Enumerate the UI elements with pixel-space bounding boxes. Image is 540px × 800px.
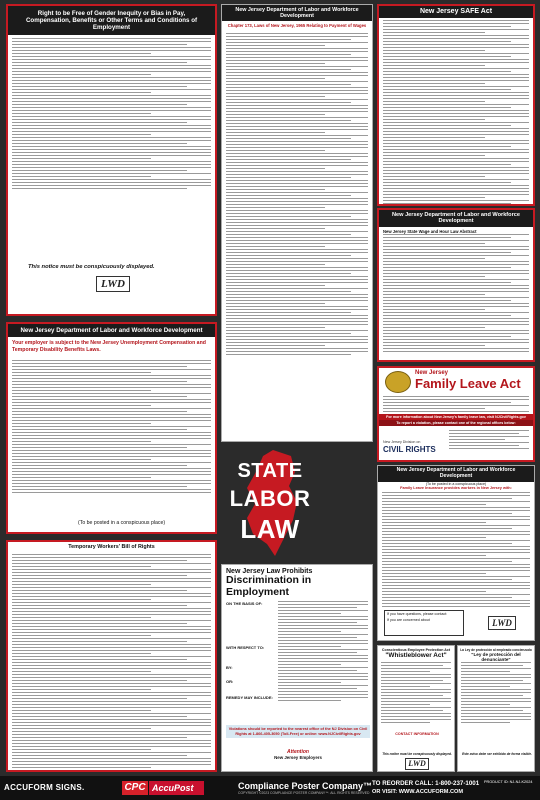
unemployment-body [12,360,211,495]
remedy-label: REMEDY MAY INCLUDE: [226,695,273,700]
payment-of-wages-body [226,33,368,357]
fla-report-band: To report a violation, please contact one of the regional offices below: [379,420,533,426]
family-leave-insurance-panel [377,465,535,641]
whistleblower-es-title: "Ley de protección del denunciante" [471,652,521,662]
fla-division-label: New Jersey Division on [383,440,421,444]
unemployment-title: New Jersey Department of Labor and Workforce Development [8,324,215,337]
or-label: OR: [226,679,234,684]
gender-equity-note: This notice must be conspicuously displayed. [28,264,155,270]
whistleblower-es-footer: Este aviso debe ser exhibido de forma visible. [462,752,532,756]
fli-subtitle: (To be posted in a conspicuous place) [425,481,487,486]
minimum-wage-subtitle: New Jersey State Wage and Hour Law Abstract [383,228,477,234]
whistleblower-es-pre: La Ley de protección al empleado concienzudo [460,648,532,652]
lwd-logo: LWD [96,276,130,292]
reorder-website: OR VISIT: WWW.ACCUFORM.COM [372,789,464,795]
safe-act-panel [377,4,535,206]
product-id: PRODUCT ID: NJ-NJ-K2024 [484,780,533,784]
accupost-label: AccuPost [149,781,204,795]
fla-offices [449,430,529,451]
footer-bar [0,776,540,800]
minimum-wage-panel [377,208,535,362]
discrimination-callout: Violations should be reported to the nearest office of the NJ Division on Civil Rights at 1-866-405-3050 (Toll-Free) or online: www.NJCivilRights.gov [226,725,370,738]
whistleblower-title: "Whistleblower Act" [385,652,447,659]
fli-body [382,492,530,609]
attention-label: Attention [287,749,309,755]
by-label: BY: [226,665,233,670]
family-leave-act-panel [377,366,535,462]
whistleblower-panel [377,645,455,772]
discrimination-body [278,601,368,703]
temp-workers-panel [6,540,217,772]
state-labor-law-logo [217,448,323,560]
fli-concern-label: If you are concerned about [387,618,430,622]
fla-brand: New Jersey [415,370,449,376]
fli-title: New Jersey Department of Labor and Workforce Development [378,466,534,482]
cpc-label: CPC [122,781,148,795]
accuform-logo: ACCUFORM SIGNS. [4,783,85,792]
fli-contact-label: If you have questions, please contact: [387,612,448,616]
safe-act-body [383,20,529,206]
fla-seal-icon [385,371,411,393]
whistleblower-body [381,662,451,725]
payment-of-wages-panel [221,4,373,442]
gender-equity-panel [6,4,217,316]
temp-workers-title: Temporary Workers' Bill of Rights [8,542,215,552]
safe-act-title: New Jersey SAFE Act [379,6,533,18]
fla-title: Family Leave Act [415,376,521,391]
basis-label: ON THE BASIS OF: [226,601,263,606]
unemployment-footer: (To be posted in a conspicuous place) [78,520,166,526]
whistleblower-pre: Conscientious Employee Protection Act [381,648,451,652]
discrimination-panel [221,564,373,772]
reorder-phone: TO REORDER CALL: 1-800-237-1001 [372,780,480,787]
fla-info-band: For more information about New Jersey's family leave law, visit NJCivilRights.gov [379,414,533,420]
fla-civil-rights-logo: CIVIL RIGHTS [383,445,436,454]
minimum-wage-title: New Jersey Department of Labor and Workforce Development [379,210,533,227]
unemployment-panel [6,322,217,534]
fli-lwd-logo: LWD [488,616,516,630]
whistleblower-contact: CONTACT INFORMATION [395,732,439,736]
whistleblower-footer: This notice must be conspicuously displayed. [382,752,452,756]
labor-label: LABOR [229,486,311,511]
discrimination-pre: New Jersey Law Prohibits [226,568,313,575]
fli-heading: Family Leave Insurance provides workers in New Jersey with: [400,485,512,490]
gender-equity-title: Right to be Free of Gender Inequity or Bias in Pay, Compensation, Benefits or Other Terms and Conditions of Employment [8,6,215,35]
cpc-accupost-logo [122,781,232,795]
with-label: WITH RESPECT TO: [226,645,265,650]
temp-workers-body [12,554,211,770]
state-label: STATE [237,460,303,482]
whistleblower-es-body [461,662,531,725]
law-label: LAW [240,514,300,544]
whistleblower-es-panel [457,645,535,772]
copyright-line: COPYRIGHT ©2023 COMPLIANCE POSTER COMPANY™. ALL RIGHTS RESERVED [238,791,370,795]
whistleblower-lwd-logo: LWD [405,758,429,770]
fli-contact-box [384,610,464,636]
compliance-poster-company: Compliance Poster Company™ [238,781,373,791]
unemployment-heading: Your employer is subject to the New Jersey Unemployment Compensation and Temporary Disability Benefits Laws. [12,340,206,353]
payment-of-wages-subtitle: Chapter 173, Laws of New Jersey, 1965 Relating to Payment of Wages [227,23,367,29]
discrimination-title: Discrimination in Employment [226,574,312,598]
minimum-wage-body [383,234,529,354]
attention-sub: New Jersey Employers [274,755,322,760]
payment-of-wages-title: New Jersey Department of Labor and Workforce Development [222,5,372,21]
gender-equity-body [12,38,211,191]
